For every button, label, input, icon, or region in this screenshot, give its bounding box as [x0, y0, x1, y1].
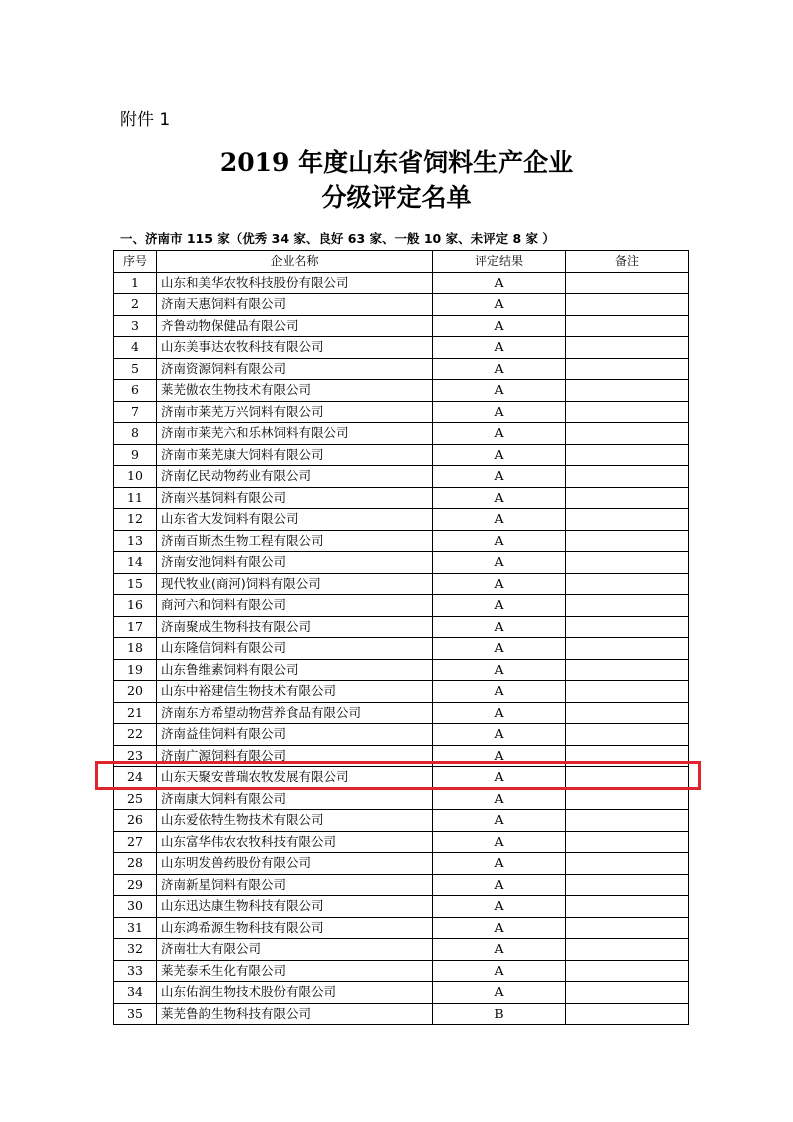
row-number: 6	[114, 380, 157, 402]
row-number: 30	[114, 896, 157, 918]
table-row	[114, 681, 689, 703]
header-note: 备注	[566, 251, 689, 273]
row-note	[566, 595, 689, 617]
enterprise-name: 山东鲁维素饲料有限公司	[157, 659, 433, 681]
row-number: 16	[114, 595, 157, 617]
enterprise-name: 现代牧业(商河)饲料有限公司	[157, 573, 433, 595]
table-row	[114, 337, 689, 359]
grade-result: A	[433, 939, 566, 961]
table-row	[114, 1003, 689, 1025]
enterprise-name: 济南百斯杰生物工程有限公司	[157, 530, 433, 552]
row-number: 18	[114, 638, 157, 660]
table-row	[114, 509, 689, 531]
row-number: 10	[114, 466, 157, 488]
row-note	[566, 466, 689, 488]
grade-result: A	[433, 337, 566, 359]
header-name: 企业名称	[157, 251, 433, 273]
grade-result: A	[433, 874, 566, 896]
enterprise-name: 山东天聚安普瑞农牧发展有限公司	[157, 767, 433, 789]
grade-result: A	[433, 380, 566, 402]
document-subtitle: 分级评定名单	[321, 183, 472, 212]
row-number: 7	[114, 401, 157, 423]
grade-result: A	[433, 745, 566, 767]
enterprise-name: 山东鸿希源生物科技有限公司	[157, 917, 433, 939]
table-row	[114, 724, 689, 746]
grade-result: A	[433, 616, 566, 638]
grade-result: A	[433, 638, 566, 660]
row-note	[566, 874, 689, 896]
row-number: 19	[114, 659, 157, 681]
grade-result: A	[433, 573, 566, 595]
row-number: 23	[114, 745, 157, 767]
row-note	[566, 960, 689, 982]
row-number: 17	[114, 616, 157, 638]
enterprise-name: 济南兴基饲料有限公司	[157, 487, 433, 509]
row-number: 15	[114, 573, 157, 595]
row-number: 13	[114, 530, 157, 552]
row-note	[566, 509, 689, 531]
grade-result: A	[433, 960, 566, 982]
enterprise-name: 山东佑润生物技术股份有限公司	[157, 982, 433, 1004]
row-number: 22	[114, 724, 157, 746]
table-row	[114, 853, 689, 875]
table-row	[114, 638, 689, 660]
row-note	[566, 530, 689, 552]
table-row	[114, 702, 689, 724]
row-note	[566, 552, 689, 574]
row-note	[566, 272, 689, 294]
enterprise-name: 齐鲁动物保健品有限公司	[157, 315, 433, 337]
grade-result: A	[433, 315, 566, 337]
row-number: 34	[114, 982, 157, 1004]
row-note	[566, 358, 689, 380]
enterprise-name: 山东省大发饲料有限公司	[157, 509, 433, 531]
grade-result: A	[433, 401, 566, 423]
row-number: 27	[114, 831, 157, 853]
row-number: 21	[114, 702, 157, 724]
row-note	[566, 788, 689, 810]
table-row	[114, 659, 689, 681]
row-note	[566, 638, 689, 660]
table-row	[114, 960, 689, 982]
row-note	[566, 315, 689, 337]
enterprise-name: 山东迅达康生物科技有限公司	[157, 896, 433, 918]
row-note	[566, 982, 689, 1004]
table-row	[114, 487, 689, 509]
row-note	[566, 423, 689, 445]
enterprise-name: 济南亿民动物药业有限公司	[157, 466, 433, 488]
row-number: 14	[114, 552, 157, 574]
table-row	[114, 272, 689, 294]
row-number: 3	[114, 315, 157, 337]
enterprise-name: 济南天惠饲料有限公司	[157, 294, 433, 316]
enterprise-name: 济南市莱芜万兴饲料有限公司	[157, 401, 433, 423]
row-note	[566, 896, 689, 918]
grade-result: A	[433, 509, 566, 531]
table-row	[114, 831, 689, 853]
grade-result: A	[433, 767, 566, 789]
enterprise-name: 山东爱依特生物技术有限公司	[157, 810, 433, 832]
grade-result: A	[433, 272, 566, 294]
enterprise-name: 济南市莱芜康大饲料有限公司	[157, 444, 433, 466]
table-row	[114, 401, 689, 423]
row-number: 31	[114, 917, 157, 939]
table-row	[114, 573, 689, 595]
table-row	[114, 917, 689, 939]
enterprise-name: 山东和美华农牧科技股份有限公司	[157, 272, 433, 294]
enterprise-name: 莱芜傲农生物技术有限公司	[157, 380, 433, 402]
row-note	[566, 681, 689, 703]
grade-result: A	[433, 788, 566, 810]
grade-result: A	[433, 595, 566, 617]
grade-result: A	[433, 423, 566, 445]
grade-result: A	[433, 810, 566, 832]
row-number: 26	[114, 810, 157, 832]
row-note	[566, 444, 689, 466]
grade-result: A	[433, 681, 566, 703]
enterprise-name: 山东隆信饲料有限公司	[157, 638, 433, 660]
row-note	[566, 831, 689, 853]
grade-result: B	[433, 1003, 566, 1025]
row-note	[566, 380, 689, 402]
row-note	[566, 294, 689, 316]
row-note	[566, 702, 689, 724]
enterprise-name: 济南安池饲料有限公司	[157, 552, 433, 574]
enterprise-name: 济南东方希望动物营养食品有限公司	[157, 702, 433, 724]
attachment-label: 附件 1	[120, 110, 171, 130]
row-number: 24	[114, 767, 157, 789]
grade-result: A	[433, 552, 566, 574]
enterprise-name: 济南广源饲料有限公司	[157, 745, 433, 767]
row-note	[566, 337, 689, 359]
row-number: 5	[114, 358, 157, 380]
row-number: 2	[114, 294, 157, 316]
document-title: 2019 年度山东省饲料生产企业	[219, 148, 574, 177]
grade-result: A	[433, 444, 566, 466]
table-row	[114, 530, 689, 552]
table-row	[114, 939, 689, 961]
enterprise-name: 山东富华伟农农牧科技有限公司	[157, 831, 433, 853]
row-number: 33	[114, 960, 157, 982]
row-number: 25	[114, 788, 157, 810]
row-number: 12	[114, 509, 157, 531]
table-row	[114, 294, 689, 316]
table-row	[114, 788, 689, 810]
row-number: 29	[114, 874, 157, 896]
table-row	[114, 874, 689, 896]
section-heading: 一、济南市 115 家（优秀 34 家、良好 63 家、一般 10 家、未评定 8 家 ）	[120, 231, 555, 246]
row-note	[566, 917, 689, 939]
table-row	[114, 466, 689, 488]
grade-result: A	[433, 853, 566, 875]
enterprise-name: 济南市莱芜六和乐林饲料有限公司	[157, 423, 433, 445]
table-row	[114, 616, 689, 638]
grade-result: A	[433, 659, 566, 681]
enterprise-name: 莱芜鲁韵生物科技有限公司	[157, 1003, 433, 1025]
table-row	[114, 552, 689, 574]
row-note	[566, 487, 689, 509]
grade-result: A	[433, 294, 566, 316]
grade-result: A	[433, 917, 566, 939]
row-note	[566, 401, 689, 423]
header-result: 评定结果	[433, 251, 566, 273]
table-row	[114, 315, 689, 337]
table-row	[114, 810, 689, 832]
row-note	[566, 573, 689, 595]
table-row	[114, 982, 689, 1004]
table-row	[114, 896, 689, 918]
row-number: 20	[114, 681, 157, 703]
header-no: 序号	[114, 251, 157, 273]
row-note	[566, 659, 689, 681]
grade-result: A	[433, 982, 566, 1004]
enterprise-name: 济南康大饲料有限公司	[157, 788, 433, 810]
enterprise-name: 济南壮大有限公司	[157, 939, 433, 961]
enterprise-name: 山东中裕建信生物技术有限公司	[157, 681, 433, 703]
grade-result: A	[433, 530, 566, 552]
row-number: 9	[114, 444, 157, 466]
enterprise-name: 莱芜泰禾生化有限公司	[157, 960, 433, 982]
table-row	[114, 423, 689, 445]
enterprise-name: 商河六和饲料有限公司	[157, 595, 433, 617]
highlight-box	[95, 761, 701, 790]
row-note	[566, 939, 689, 961]
row-number: 28	[114, 853, 157, 875]
enterprise-name: 济南新星饲料有限公司	[157, 874, 433, 896]
enterprise-name: 济南资源饲料有限公司	[157, 358, 433, 380]
row-note	[566, 616, 689, 638]
row-note	[566, 724, 689, 746]
table-row	[114, 444, 689, 466]
table-header-row	[114, 251, 689, 273]
row-number: 35	[114, 1003, 157, 1025]
grade-result: A	[433, 896, 566, 918]
enterprise-table	[113, 250, 689, 1025]
grade-result: A	[433, 724, 566, 746]
row-number: 11	[114, 487, 157, 509]
grade-result: A	[433, 466, 566, 488]
grade-result: A	[433, 487, 566, 509]
enterprise-name: 济南聚成生物科技有限公司	[157, 616, 433, 638]
grade-result: A	[433, 358, 566, 380]
row-number: 8	[114, 423, 157, 445]
enterprise-name: 济南益佳饲料有限公司	[157, 724, 433, 746]
table-row	[114, 380, 689, 402]
row-number: 4	[114, 337, 157, 359]
grade-result: A	[433, 831, 566, 853]
table-row	[114, 358, 689, 380]
row-note	[566, 853, 689, 875]
row-number: 32	[114, 939, 157, 961]
row-number: 1	[114, 272, 157, 294]
table-row	[114, 595, 689, 617]
row-note	[566, 810, 689, 832]
enterprise-name: 山东美事达农牧科技有限公司	[157, 337, 433, 359]
row-note	[566, 1003, 689, 1025]
grade-result: A	[433, 702, 566, 724]
enterprise-name: 山东明发兽药股份有限公司	[157, 853, 433, 875]
